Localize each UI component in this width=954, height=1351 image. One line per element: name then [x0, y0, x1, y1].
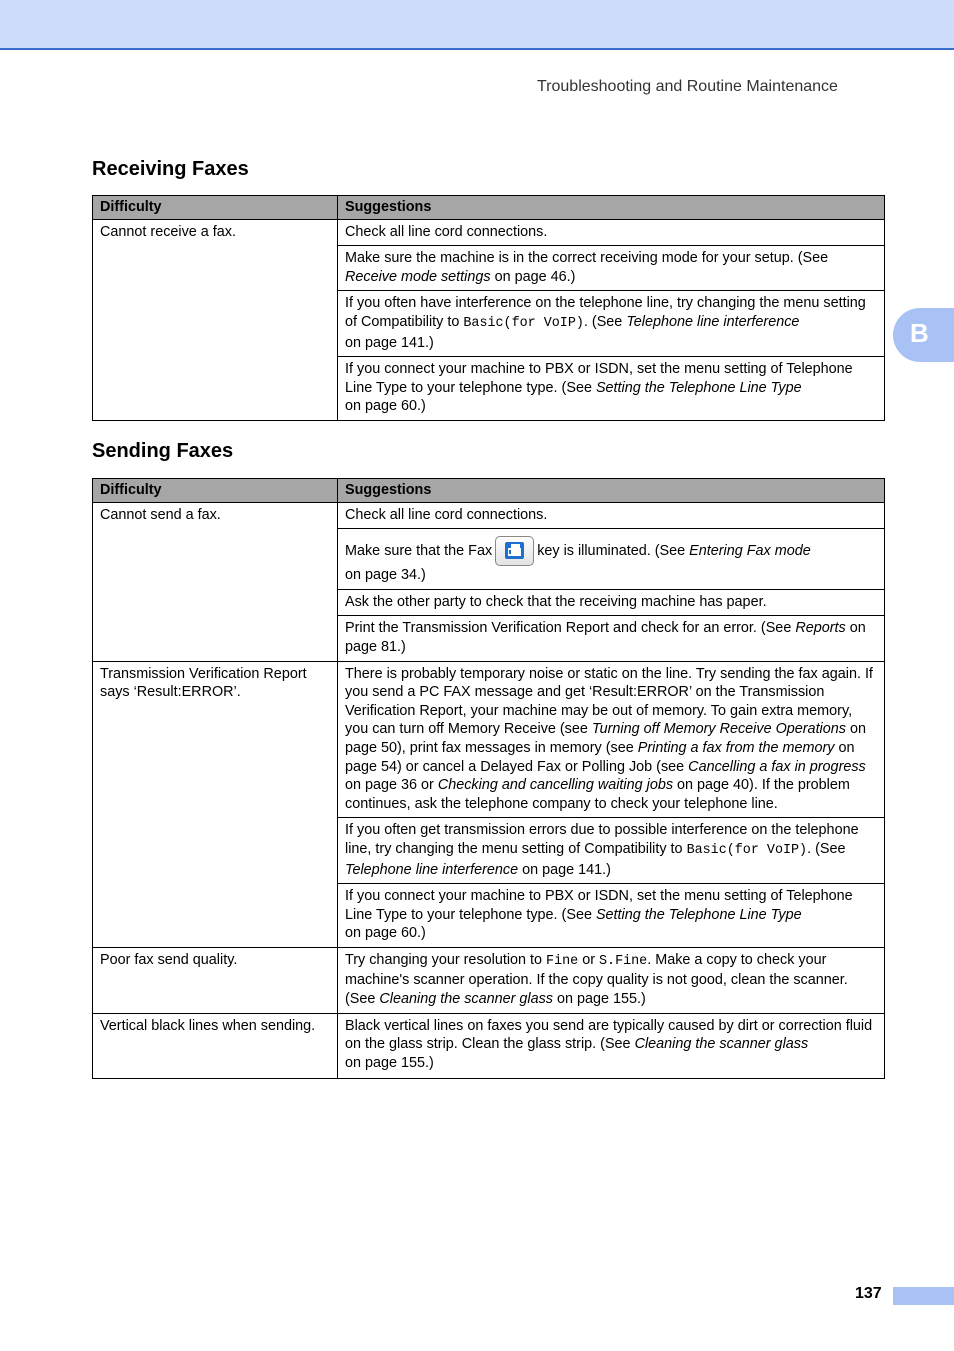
page-number-bar [893, 1287, 954, 1305]
suggestion-cell: Make sure that the Fax key is illuminated. (See Entering Fax mode on page 34.) [338, 529, 885, 590]
cross-reference: Reports [795, 620, 846, 637]
top-band [0, 0, 954, 50]
cross-reference: Receive mode settings [345, 268, 491, 285]
suggestion-cell: Try changing your resolution to Fine or S.Fine. Make a copy to check your machine's scanner operation. If the copy quality is not good, clean the scanner. (See Cleaning the scanner glass on page 155.) [338, 947, 885, 1013]
suggestion-cell: If you connect your machine to PBX or ISDN, set the menu setting of Telephone Line Type to your telephone type. (See Setting the Telephone Line Type on page 60.) [338, 884, 885, 948]
suggestion-cell: Ask the other party to check that the receiving machine has paper. [338, 589, 885, 616]
difficulty-cell: Poor fax send quality. [93, 947, 338, 1013]
difficulty-header: Difficulty [93, 479, 338, 503]
table-header-row [93, 479, 885, 503]
cross-reference: Cancelling a fax in progress [688, 758, 866, 775]
receiving-faxes-title: Receiving Faxes [92, 158, 249, 180]
table-row [93, 219, 885, 246]
difficulty-cell: Cannot receive a fax. [93, 219, 338, 420]
suggestion-cell: Check all line cord connections. [338, 219, 885, 246]
sending-faxes-table [92, 478, 885, 1079]
resolution-code: Fine [546, 953, 579, 969]
cross-reference: Printing a fax from the memory [637, 739, 835, 756]
cross-reference: Setting the Telephone Line Type [595, 906, 802, 923]
suggestion-cell: Print the Transmission Verification Report and check for an error. (See Reports on page 81.) [338, 616, 885, 661]
suggestion-cell: Make sure the machine is in the correct receiving mode for your setup. (See Receive mode settings on page 46.) [338, 246, 885, 291]
table-row [93, 947, 885, 1013]
suggestion-cell: If you often have interference on the telephone line, try changing the menu setting of Compatibility to Basic(for VoIP). (See Telephone line interference on page 141.) [338, 291, 885, 357]
suggestion-cell: If you connect your machine to PBX or ISDN, set the menu setting of Telephone Line Type to your telephone type. (See Setting the Telephone Line Type on page 60.) [338, 357, 885, 421]
side-tab-letter: B [910, 318, 929, 348]
cross-reference: Cleaning the scanner glass [379, 991, 554, 1008]
table-row [93, 502, 885, 529]
running-header: Troubleshooting and Routine Maintenance [537, 78, 838, 95]
table-header-row [93, 196, 885, 220]
cross-reference: Cleaning the scanner glass [634, 1036, 809, 1053]
cross-reference: Setting the Telephone Line Type [595, 379, 802, 396]
difficulty-cell: Cannot send a fax. [93, 502, 338, 661]
menu-setting-code: Basic(for VoIP) [686, 842, 808, 858]
suggestions-header: Suggestions [338, 196, 885, 220]
cross-reference: Telephone line interference [345, 861, 519, 878]
table-row [93, 1013, 885, 1079]
difficulty-cell: Vertical black lines when sending. [93, 1013, 338, 1079]
table-row [93, 661, 885, 818]
menu-setting-code: Basic(for VoIP) [463, 315, 584, 331]
suggestion-cell: Check all line cord connections. [338, 502, 885, 529]
resolution-code: S.Fine [599, 953, 648, 969]
chapter-side-tab [893, 308, 954, 362]
suggestion-cell: There is probably temporary noise or static on the line. Try sending the fax again. If you send a PC FAX message and get ‘Result:ERROR’ on the Transmission Verification Report, your machine may be out of memory. To gain extra memory, you can turn off Memory Receive (see Turning off Memory Receive Operations on page 50), print fax messages in memory (see Printing a fax from the memory on page 54) or cancel a Delayed Fax or Polling Job (see Cancelling a fax in progress on page 36 or Checking and cancelling waiting jobs on page 40). If the problem continues, ask the telephone company to check your telephone line. [338, 661, 885, 818]
difficulty-header: Difficulty [93, 196, 338, 220]
cross-reference: Telephone line interference [626, 313, 800, 330]
cross-reference: Entering Fax mode [689, 542, 811, 559]
sending-faxes-title: Sending Faxes [92, 440, 234, 462]
suggestion-cell: If you often get transmission errors due to possible interference on the telephone line, try changing the menu setting of Compatibility to Basic(for VoIP). (See Telephone line interference on page 141.) [338, 818, 885, 884]
difficulty-cell: Transmission Verification Report says ‘Result:ERROR’. [93, 661, 338, 947]
cross-reference: Turning off Memory Receive Operations [591, 721, 846, 738]
suggestion-cell: Black vertical lines on faxes you send are typically caused by dirt or correction fluid on the glass strip. Clean the glass strip. (See Cleaning the scanner glass on page 155.) [338, 1013, 885, 1079]
receiving-faxes-table [92, 195, 885, 421]
cross-reference: Checking and cancelling waiting jobs [437, 777, 674, 794]
fax-key-icon [495, 536, 534, 566]
page-number: 137 [855, 1285, 882, 1302]
suggestions-header: Suggestions [338, 479, 885, 503]
